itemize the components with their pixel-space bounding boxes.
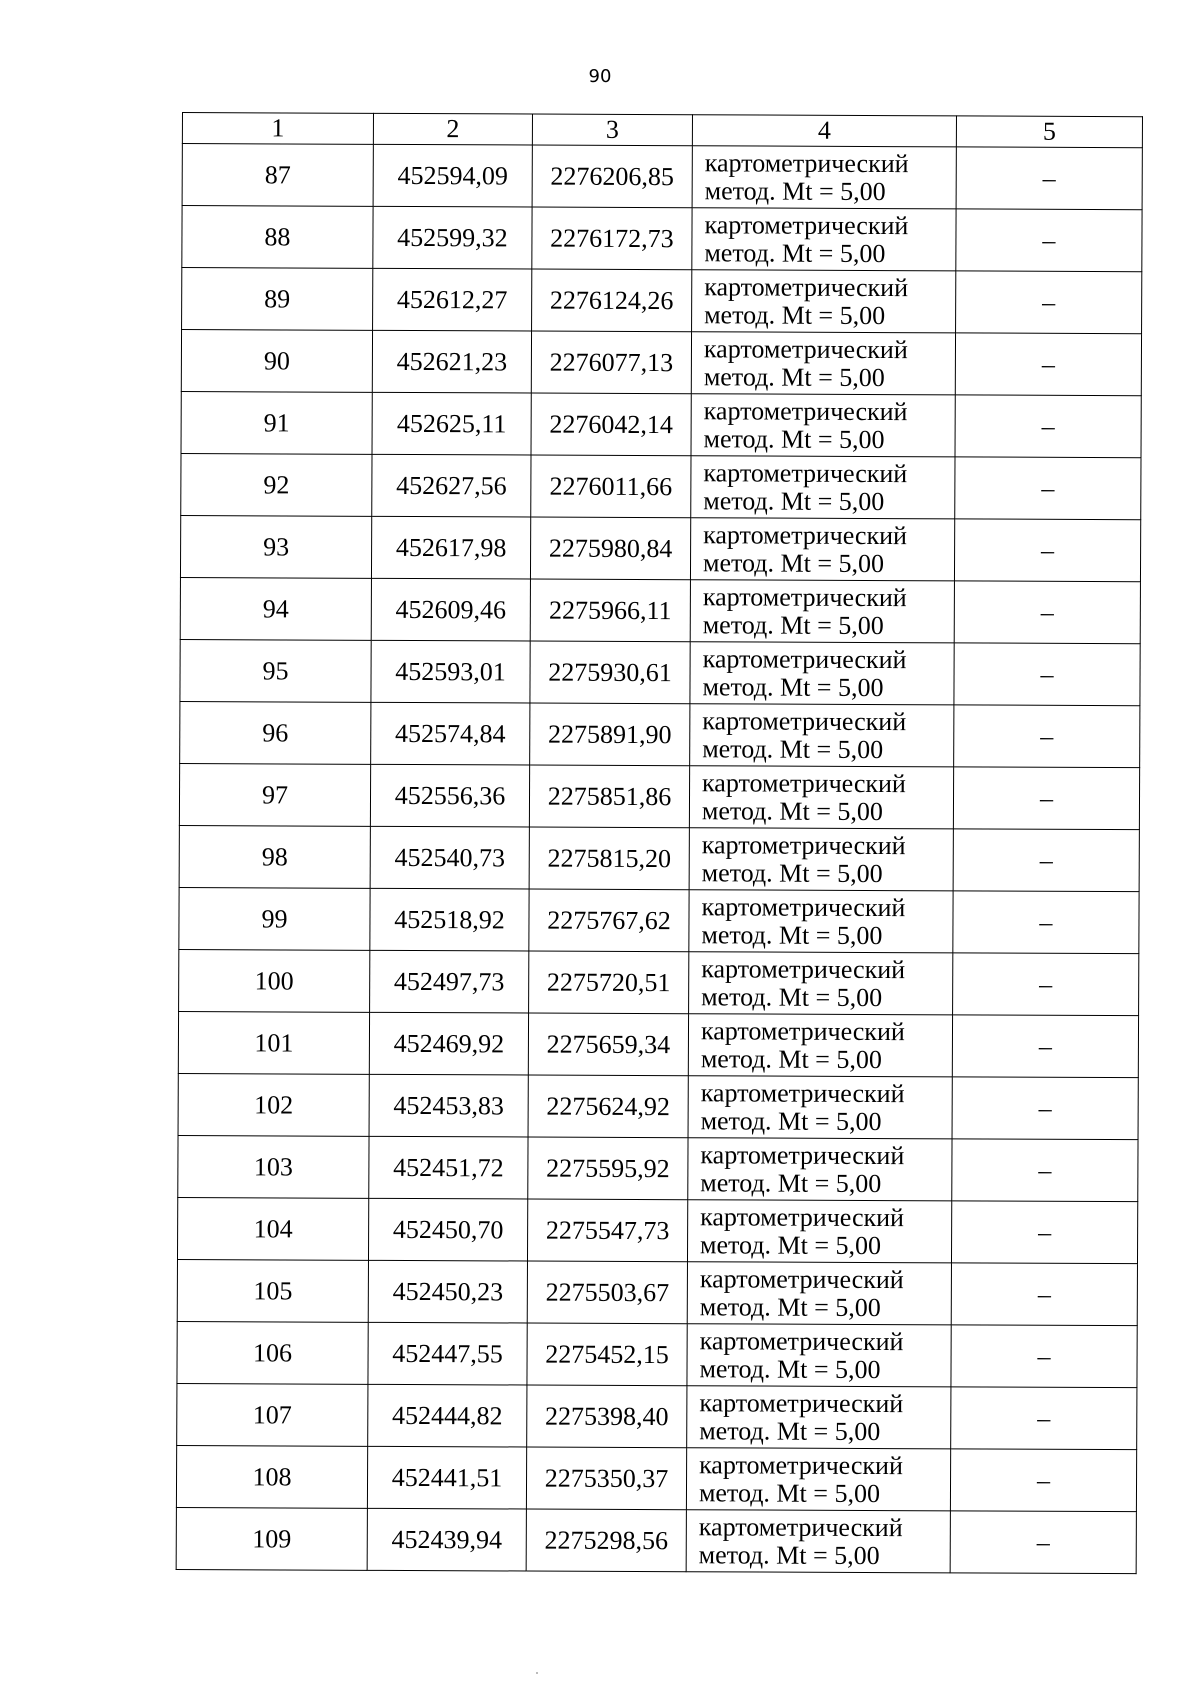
table-row bbox=[177, 1321, 1137, 1387]
method-line-2: метод. Mt = 5,00 bbox=[700, 1167, 882, 1198]
description-cell: – bbox=[951, 1263, 1137, 1326]
method-line-1: картометрический bbox=[701, 953, 906, 984]
method-cell bbox=[690, 518, 954, 581]
method-line-1: картометрический bbox=[702, 767, 906, 798]
point-number-cell: 95 bbox=[180, 639, 371, 702]
header-row bbox=[182, 113, 1142, 148]
point-number-cell: 99 bbox=[179, 887, 370, 950]
method-line-2: метод. Mt = 5,00 bbox=[704, 175, 886, 206]
x-coordinate-cell: 452451,72 bbox=[369, 1136, 528, 1199]
point-number-cell: 94 bbox=[180, 577, 371, 640]
method-line-1: картометрический bbox=[700, 1139, 905, 1170]
point-number-cell: 108 bbox=[176, 1445, 367, 1508]
table-row bbox=[177, 1259, 1137, 1325]
table-row bbox=[180, 701, 1140, 767]
point-number-cell: 93 bbox=[180, 515, 371, 578]
header-col-2: 2 bbox=[373, 113, 532, 145]
point-number-cell: 88 bbox=[182, 206, 373, 269]
point-number-cell: 97 bbox=[179, 763, 370, 826]
description-cell: – bbox=[954, 519, 1140, 582]
y-coordinate-cell: 2275595,92 bbox=[528, 1137, 688, 1200]
description-cell: – bbox=[954, 705, 1140, 768]
method-cell bbox=[691, 394, 955, 457]
description-cell: – bbox=[953, 829, 1139, 892]
method-cell bbox=[689, 766, 953, 829]
description-cell: – bbox=[954, 643, 1140, 706]
x-coordinate-cell: 452617,98 bbox=[371, 516, 530, 579]
point-number-cell: 96 bbox=[180, 701, 371, 764]
method-cell bbox=[690, 704, 954, 767]
method-cell bbox=[689, 828, 953, 891]
method-line-2: метод. Mt = 5,00 bbox=[701, 981, 883, 1012]
method-cell bbox=[692, 208, 956, 271]
method-line-1: картометрический bbox=[699, 1387, 904, 1418]
method-cell bbox=[688, 1138, 952, 1201]
x-coordinate-cell: 452453,83 bbox=[369, 1074, 528, 1137]
method-line-2: метод. Mt = 5,00 bbox=[704, 299, 886, 330]
x-coordinate-cell: 452497,73 bbox=[370, 950, 529, 1013]
method-line-2: метод. Mt = 5,00 bbox=[703, 485, 885, 516]
y-coordinate-cell: 2275851,86 bbox=[529, 765, 689, 828]
method-line-2: метод. Mt = 5,00 bbox=[702, 547, 885, 578]
y-coordinate-cell: 2276206,85 bbox=[532, 145, 692, 208]
x-coordinate-cell: 452609,46 bbox=[371, 578, 530, 641]
table-body bbox=[176, 144, 1142, 1574]
y-coordinate-cell: 2276042,14 bbox=[531, 393, 691, 456]
description-cell: – bbox=[953, 953, 1139, 1016]
method-line-2: метод. Mt = 5,00 bbox=[702, 609, 884, 640]
method-line-2: метод. Mt = 5,00 bbox=[700, 1043, 882, 1074]
method-line-2: метод. Mt = 5,00 bbox=[698, 1539, 880, 1570]
coordinates-table bbox=[176, 112, 1143, 1574]
x-coordinate-cell: 452574,84 bbox=[371, 702, 530, 765]
method-line-2: метод. Mt = 5,00 bbox=[703, 423, 885, 454]
description-cell: – bbox=[955, 333, 1141, 396]
x-coordinate-cell: 452627,56 bbox=[372, 454, 531, 517]
table-row bbox=[176, 1507, 1136, 1573]
y-coordinate-cell: 2275350,37 bbox=[526, 1447, 686, 1510]
method-cell bbox=[686, 1448, 950, 1511]
y-coordinate-cell: 2275767,62 bbox=[529, 889, 689, 952]
point-number-cell: 106 bbox=[177, 1321, 368, 1384]
method-line-2: метод. Mt = 5,00 bbox=[704, 237, 886, 268]
method-cell bbox=[687, 1324, 951, 1387]
table-row bbox=[179, 825, 1139, 891]
y-coordinate-cell: 2275298,56 bbox=[526, 1509, 686, 1572]
method-line-2: метод. Mt = 5,00 bbox=[701, 857, 883, 888]
description-cell: – bbox=[953, 767, 1139, 830]
y-coordinate-cell: 2276011,66 bbox=[531, 455, 691, 518]
method-line-1: картометрический bbox=[701, 891, 906, 922]
method-cell bbox=[686, 1510, 950, 1573]
description-cell: – bbox=[952, 1077, 1138, 1140]
method-line-2: метод. Mt = 5,00 bbox=[699, 1353, 881, 1384]
header-col-4: 4 bbox=[692, 115, 956, 147]
y-coordinate-cell: 2276172,73 bbox=[532, 207, 692, 270]
table-row bbox=[179, 887, 1139, 953]
table-row bbox=[182, 206, 1142, 272]
method-cell bbox=[690, 580, 954, 643]
table-row bbox=[181, 330, 1141, 396]
x-coordinate-cell: 452612,27 bbox=[373, 268, 532, 331]
method-cell bbox=[687, 1386, 951, 1449]
y-coordinate-cell: 2275966,11 bbox=[530, 579, 690, 642]
method-cell bbox=[691, 456, 955, 519]
point-number-cell: 102 bbox=[178, 1073, 369, 1136]
y-coordinate-cell: 2275891,90 bbox=[530, 703, 690, 766]
method-line-1: картометрический bbox=[701, 829, 906, 860]
point-number-cell: 107 bbox=[177, 1383, 368, 1446]
description-cell: – bbox=[952, 1015, 1138, 1078]
method-cell bbox=[689, 890, 953, 953]
method-line-1: картометрический bbox=[700, 1201, 905, 1232]
x-coordinate-cell: 452593,01 bbox=[371, 640, 530, 703]
header-col-5: 5 bbox=[956, 116, 1142, 148]
x-coordinate-cell: 452594,09 bbox=[373, 144, 532, 207]
y-coordinate-cell: 2276124,26 bbox=[532, 269, 692, 332]
description-cell: – bbox=[950, 1511, 1136, 1574]
description-cell: – bbox=[956, 209, 1142, 272]
point-number-cell: 109 bbox=[176, 1507, 367, 1570]
x-coordinate-cell: 452439,94 bbox=[367, 1508, 526, 1571]
point-number-cell: 98 bbox=[179, 825, 370, 888]
table-row bbox=[178, 1135, 1138, 1201]
method-line-2: метод. Mt = 5,00 bbox=[701, 919, 883, 950]
method-line-1: картометрический bbox=[702, 643, 907, 674]
point-number-cell: 101 bbox=[178, 1011, 369, 1074]
scan-speck bbox=[536, 1672, 538, 1674]
y-coordinate-cell: 2276077,13 bbox=[531, 331, 691, 394]
method-cell bbox=[691, 332, 955, 395]
method-line-2: метод. Mt = 5,00 bbox=[699, 1291, 881, 1322]
point-number-cell: 105 bbox=[177, 1259, 368, 1322]
x-coordinate-cell: 452450,70 bbox=[368, 1198, 527, 1261]
method-line-2: метод. Mt = 5,00 bbox=[701, 795, 884, 826]
table-row bbox=[182, 144, 1142, 210]
table-row bbox=[180, 577, 1140, 643]
method-line-1: картометрический bbox=[702, 705, 907, 736]
method-line-1: картометрический bbox=[704, 209, 909, 240]
y-coordinate-cell: 2275398,40 bbox=[527, 1385, 687, 1448]
table-row bbox=[181, 391, 1141, 457]
table-row bbox=[180, 639, 1140, 705]
x-coordinate-cell: 452469,92 bbox=[369, 1012, 528, 1075]
method-line-2: метод. Mt = 5,00 bbox=[698, 1477, 881, 1508]
x-coordinate-cell: 452625,11 bbox=[372, 392, 531, 455]
description-cell: – bbox=[950, 1449, 1136, 1512]
point-number-cell: 100 bbox=[179, 949, 370, 1012]
method-line-2: метод. Mt = 5,00 bbox=[700, 1229, 882, 1260]
method-line-2: метод. Mt = 5,00 bbox=[702, 671, 884, 702]
description-cell: – bbox=[955, 395, 1141, 458]
y-coordinate-cell: 2275720,51 bbox=[529, 951, 689, 1014]
method-line-1: картометрический bbox=[704, 147, 909, 178]
description-cell: – bbox=[956, 271, 1142, 334]
description-cell: – bbox=[954, 581, 1140, 644]
y-coordinate-cell: 2275452,15 bbox=[527, 1323, 687, 1386]
point-number-cell: 91 bbox=[181, 391, 372, 454]
y-coordinate-cell: 2275930,61 bbox=[530, 641, 690, 704]
method-line-1: картометрический bbox=[703, 457, 908, 488]
point-number-cell: 104 bbox=[177, 1197, 368, 1260]
table-row bbox=[181, 453, 1141, 519]
method-line-2: метод. Mt = 5,00 bbox=[700, 1105, 882, 1136]
method-line-1: картометрический bbox=[703, 333, 908, 364]
x-coordinate-cell: 452621,23 bbox=[372, 330, 531, 393]
method-line-2: метод. Mt = 5,00 bbox=[702, 733, 884, 764]
header-col-3: 3 bbox=[532, 114, 692, 146]
method-line-1: картометрический bbox=[700, 1077, 905, 1108]
y-coordinate-cell: 2275659,34 bbox=[528, 1013, 688, 1076]
method-line-1: картометрический bbox=[698, 1511, 903, 1542]
method-line-1: картометрический bbox=[699, 1263, 904, 1294]
table-row bbox=[177, 1197, 1137, 1263]
y-coordinate-cell: 2275815,20 bbox=[529, 827, 689, 890]
method-cell bbox=[687, 1262, 951, 1325]
x-coordinate-cell: 452518,92 bbox=[370, 888, 529, 951]
table-row bbox=[182, 268, 1142, 334]
page-number: 90 bbox=[588, 66, 612, 87]
method-line-1: картометрический bbox=[700, 1015, 905, 1046]
point-number-cell: 103 bbox=[178, 1135, 369, 1198]
description-cell: – bbox=[951, 1387, 1137, 1450]
method-cell bbox=[688, 1076, 952, 1139]
method-line-1: картометрический bbox=[703, 519, 908, 550]
point-number-cell: 90 bbox=[181, 330, 372, 393]
x-coordinate-cell: 452556,36 bbox=[370, 764, 529, 827]
y-coordinate-cell: 2275503,67 bbox=[527, 1261, 687, 1324]
method-cell bbox=[687, 1200, 951, 1263]
method-line-2: метод. Mt = 5,00 bbox=[703, 361, 885, 392]
description-cell: – bbox=[952, 1139, 1138, 1202]
table-row bbox=[177, 1383, 1137, 1449]
method-line-1: картометрический bbox=[699, 1449, 903, 1480]
table-row bbox=[179, 949, 1139, 1015]
method-line-1: картометрический bbox=[703, 395, 908, 426]
y-coordinate-cell: 2275980,84 bbox=[530, 517, 690, 580]
method-line-1: картометрический bbox=[704, 271, 909, 302]
table-header bbox=[182, 113, 1142, 148]
description-cell: – bbox=[951, 1201, 1137, 1264]
table-row bbox=[178, 1011, 1138, 1077]
method-cell bbox=[689, 952, 953, 1015]
description-cell: – bbox=[953, 891, 1139, 954]
method-line-1: картометрический bbox=[702, 581, 907, 612]
method-line-1: картометрический bbox=[699, 1325, 904, 1356]
method-cell bbox=[688, 1014, 952, 1077]
x-coordinate-cell: 452540,73 bbox=[370, 826, 529, 889]
x-coordinate-cell: 452599,32 bbox=[373, 206, 532, 269]
method-cell bbox=[690, 642, 954, 705]
table-row bbox=[179, 763, 1139, 829]
point-number-cell: 87 bbox=[182, 144, 373, 207]
y-coordinate-cell: 2275547,73 bbox=[527, 1199, 687, 1262]
table-row bbox=[178, 1073, 1138, 1139]
table-row bbox=[176, 1445, 1136, 1511]
point-number-cell: 92 bbox=[181, 453, 372, 516]
description-cell: – bbox=[951, 1325, 1137, 1388]
x-coordinate-cell: 452447,55 bbox=[368, 1322, 527, 1385]
header-col-1: 1 bbox=[182, 113, 373, 145]
table-row bbox=[180, 515, 1140, 581]
method-cell bbox=[692, 270, 956, 333]
method-line-2: метод. Mt = 5,00 bbox=[699, 1415, 881, 1446]
description-cell: – bbox=[956, 147, 1142, 210]
x-coordinate-cell: 452444,82 bbox=[368, 1384, 527, 1447]
method-cell bbox=[692, 146, 956, 209]
point-number-cell: 89 bbox=[182, 268, 373, 331]
x-coordinate-cell: 452450,23 bbox=[368, 1260, 527, 1323]
description-cell: – bbox=[955, 457, 1141, 520]
y-coordinate-cell: 2275624,92 bbox=[528, 1075, 688, 1138]
x-coordinate-cell: 452441,51 bbox=[367, 1446, 526, 1509]
